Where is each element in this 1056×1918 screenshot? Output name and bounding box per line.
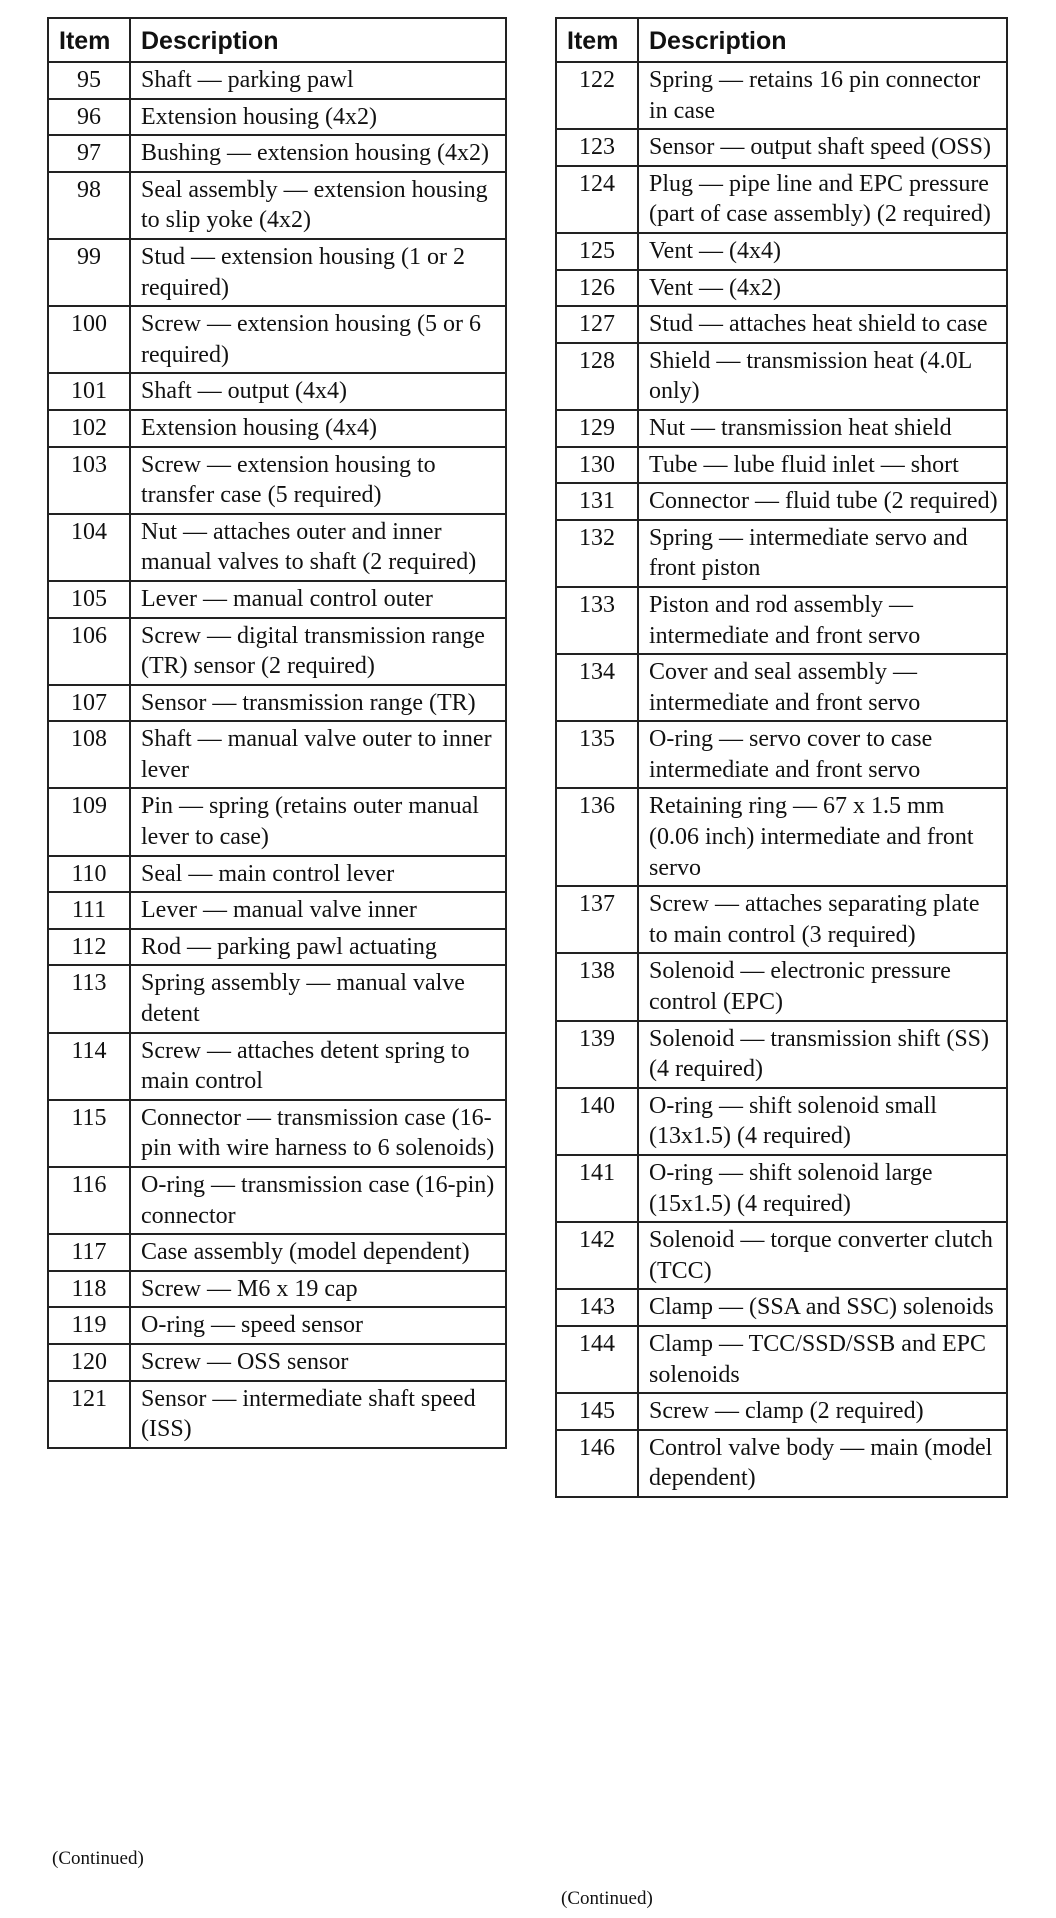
item-description: Sensor — transmission range (TR) <box>130 685 506 722</box>
item-number: 116 <box>48 1167 130 1234</box>
continued-note-right: (Continued) <box>561 1888 653 1909</box>
item-description: Solenoid — transmission shift (SS) (4 required) <box>638 1021 1007 1088</box>
item-number: 137 <box>556 886 638 953</box>
item-description: Extension housing (4x2) <box>130 99 506 136</box>
parts-table-right <box>555 17 1008 1498</box>
item-description: Connector — fluid tube (2 required) <box>638 483 1007 520</box>
table-row <box>48 447 506 514</box>
item-number: 114 <box>48 1033 130 1100</box>
item-number: 140 <box>556 1088 638 1155</box>
item-number: 104 <box>48 514 130 581</box>
item-description: Shaft — manual valve outer to inner lever <box>130 721 506 788</box>
table-row <box>48 410 506 447</box>
item-number: 135 <box>556 721 638 788</box>
item-number: 131 <box>556 483 638 520</box>
table-row <box>556 447 1007 484</box>
item-description: Sensor — intermediate shaft speed (ISS) <box>130 1381 506 1448</box>
table-row <box>556 410 1007 447</box>
item-description: Clamp — (SSA and SSC) solenoids <box>638 1289 1007 1326</box>
table-row <box>48 1100 506 1167</box>
item-description: Nut — transmission heat shield <box>638 410 1007 447</box>
item-description: Cover and seal assembly — intermediate and front servo <box>638 654 1007 721</box>
description-column-header: Description <box>638 18 1007 62</box>
item-description: Screw — extension housing (5 or 6 required) <box>130 306 506 373</box>
item-description: O-ring — speed sensor <box>130 1307 506 1344</box>
item-number: 129 <box>556 410 638 447</box>
table-row <box>556 1222 1007 1289</box>
item-description: Nut — attaches outer and inner manual valves to shaft (2 required) <box>130 514 506 581</box>
item-description: Plug — pipe line and EPC pressure (part of case assembly) (2 required) <box>638 166 1007 233</box>
item-description: Solenoid — torque converter clutch (TCC) <box>638 1222 1007 1289</box>
description-column-header: Description <box>130 18 506 62</box>
table-row <box>48 1307 506 1344</box>
item-number: 98 <box>48 172 130 239</box>
item-number: 130 <box>556 447 638 484</box>
table-row <box>48 99 506 136</box>
item-description: Vent — (4x2) <box>638 270 1007 307</box>
item-number: 106 <box>48 618 130 685</box>
item-description: Case assembly (model dependent) <box>130 1234 506 1271</box>
table-row <box>48 172 506 239</box>
table-row <box>48 514 506 581</box>
item-number: 110 <box>48 856 130 893</box>
item-number: 128 <box>556 343 638 410</box>
item-number: 97 <box>48 135 130 172</box>
item-number: 96 <box>48 99 130 136</box>
item-description: Screw — extension housing to transfer case (5 required) <box>130 447 506 514</box>
item-description: Sensor — output shaft speed (OSS) <box>638 129 1007 166</box>
item-description: Lever — manual valve inner <box>130 892 506 929</box>
item-number: 124 <box>556 166 638 233</box>
table-row <box>48 685 506 722</box>
item-number: 112 <box>48 929 130 966</box>
item-number: 136 <box>556 788 638 886</box>
item-description: O-ring — shift solenoid large (15x1.5) (4 required) <box>638 1155 1007 1222</box>
item-number: 121 <box>48 1381 130 1448</box>
item-description: Extension housing (4x4) <box>130 410 506 447</box>
table-row <box>556 1289 1007 1326</box>
table-row <box>556 62 1007 129</box>
table-row <box>556 306 1007 343</box>
table-row <box>556 1326 1007 1393</box>
item-description: Seal — main control lever <box>130 856 506 893</box>
table-row <box>556 520 1007 587</box>
table-row <box>556 1021 1007 1088</box>
table-row <box>48 135 506 172</box>
table-row <box>556 953 1007 1020</box>
item-number: 119 <box>48 1307 130 1344</box>
table-row <box>556 483 1007 520</box>
item-description: Solenoid — electronic pressure control (EPC) <box>638 953 1007 1020</box>
item-number: 115 <box>48 1100 130 1167</box>
item-description: Clamp — TCC/SSD/SSB and EPC solenoids <box>638 1326 1007 1393</box>
table-row <box>48 1381 506 1448</box>
item-description: Stud — extension housing (1 or 2 required) <box>130 239 506 306</box>
item-number: 146 <box>556 1430 638 1497</box>
item-description: O-ring — shift solenoid small (13x1.5) (4 required) <box>638 1088 1007 1155</box>
item-description: Pin — spring (retains outer manual lever to case) <box>130 788 506 855</box>
item-description: Seal assembly — extension housing to slip yoke (4x2) <box>130 172 506 239</box>
item-number: 101 <box>48 373 130 410</box>
item-description: Connector — transmission case (16-pin with wire harness to 6 solenoids) <box>130 1100 506 1167</box>
table-row <box>48 1234 506 1271</box>
item-column-header: Item <box>556 18 638 62</box>
table-header-row <box>556 18 1007 62</box>
table-row <box>48 721 506 788</box>
table-row <box>556 654 1007 721</box>
table-row <box>556 1088 1007 1155</box>
table-row <box>48 1344 506 1381</box>
item-number: 127 <box>556 306 638 343</box>
item-number: 120 <box>48 1344 130 1381</box>
item-number: 95 <box>48 62 130 99</box>
item-number: 139 <box>556 1021 638 1088</box>
table-row <box>48 62 506 99</box>
item-description: Retaining ring — 67 x 1.5 mm (0.06 inch) intermediate and front servo <box>638 788 1007 886</box>
item-description: Bushing — extension housing (4x2) <box>130 135 506 172</box>
item-number: 113 <box>48 965 130 1032</box>
table-row <box>556 343 1007 410</box>
item-description: Vent — (4x4) <box>638 233 1007 270</box>
item-description: Control valve body — main (model dependent) <box>638 1430 1007 1497</box>
table-row <box>556 587 1007 654</box>
table-row <box>556 129 1007 166</box>
item-number: 143 <box>556 1289 638 1326</box>
table-row <box>48 856 506 893</box>
item-number: 99 <box>48 239 130 306</box>
item-number: 102 <box>48 410 130 447</box>
item-number: 138 <box>556 953 638 1020</box>
table-row <box>48 788 506 855</box>
table-row <box>48 1167 506 1234</box>
table-row <box>48 1033 506 1100</box>
table-row <box>556 1393 1007 1430</box>
item-number: 109 <box>48 788 130 855</box>
table-row <box>48 581 506 618</box>
item-description: Lever — manual control outer <box>130 581 506 618</box>
item-description: O-ring — servo cover to case intermediate and front servo <box>638 721 1007 788</box>
item-description: Screw — OSS sensor <box>130 1344 506 1381</box>
item-description: Spring assembly — manual valve detent <box>130 965 506 1032</box>
item-description: Screw — clamp (2 required) <box>638 1393 1007 1430</box>
item-number: 141 <box>556 1155 638 1222</box>
table-row <box>48 892 506 929</box>
item-description: O-ring — transmission case (16-pin) connector <box>130 1167 506 1234</box>
item-column-header: Item <box>48 18 130 62</box>
table-row <box>556 1430 1007 1497</box>
item-description: Screw — digital transmission range (TR) sensor (2 required) <box>130 618 506 685</box>
table-row <box>48 373 506 410</box>
item-description: Spring — intermediate servo and front piston <box>638 520 1007 587</box>
item-number: 117 <box>48 1234 130 1271</box>
item-description: Tube — lube fluid inlet — short <box>638 447 1007 484</box>
item-description: Screw — attaches separating plate to main control (3 required) <box>638 886 1007 953</box>
item-description: Piston and rod assembly — intermediate and front servo <box>638 587 1007 654</box>
item-description: Stud — attaches heat shield to case <box>638 306 1007 343</box>
table-row <box>556 166 1007 233</box>
table-header-row <box>48 18 506 62</box>
item-number: 111 <box>48 892 130 929</box>
item-description: Shaft — output (4x4) <box>130 373 506 410</box>
item-description: Rod — parking pawl actuating <box>130 929 506 966</box>
table-row <box>48 618 506 685</box>
item-number: 123 <box>556 129 638 166</box>
item-number: 142 <box>556 1222 638 1289</box>
continued-note-left: (Continued) <box>52 1848 144 1869</box>
item-number: 118 <box>48 1271 130 1308</box>
item-description: Shield — transmission heat (4.0L only) <box>638 343 1007 410</box>
item-number: 103 <box>48 447 130 514</box>
item-number: 122 <box>556 62 638 129</box>
table-row <box>556 788 1007 886</box>
item-number: 125 <box>556 233 638 270</box>
table-row <box>556 270 1007 307</box>
item-description: Shaft — parking pawl <box>130 62 506 99</box>
item-number: 108 <box>48 721 130 788</box>
item-number: 132 <box>556 520 638 587</box>
item-number: 134 <box>556 654 638 721</box>
item-number: 107 <box>48 685 130 722</box>
item-description: Spring — retains 16 pin connector in case <box>638 62 1007 129</box>
table-row <box>556 1155 1007 1222</box>
table-row <box>48 239 506 306</box>
table-row <box>48 929 506 966</box>
item-description: Screw — attaches detent spring to main control <box>130 1033 506 1100</box>
table-row <box>556 721 1007 788</box>
item-description: Screw — M6 x 19 cap <box>130 1271 506 1308</box>
table-row <box>556 886 1007 953</box>
item-number: 145 <box>556 1393 638 1430</box>
table-row <box>556 233 1007 270</box>
table-row <box>48 1271 506 1308</box>
item-number: 133 <box>556 587 638 654</box>
table-row <box>48 306 506 373</box>
parts-table-left <box>47 17 507 1449</box>
table-row <box>48 965 506 1032</box>
item-number: 105 <box>48 581 130 618</box>
item-number: 100 <box>48 306 130 373</box>
item-number: 126 <box>556 270 638 307</box>
item-number: 144 <box>556 1326 638 1393</box>
